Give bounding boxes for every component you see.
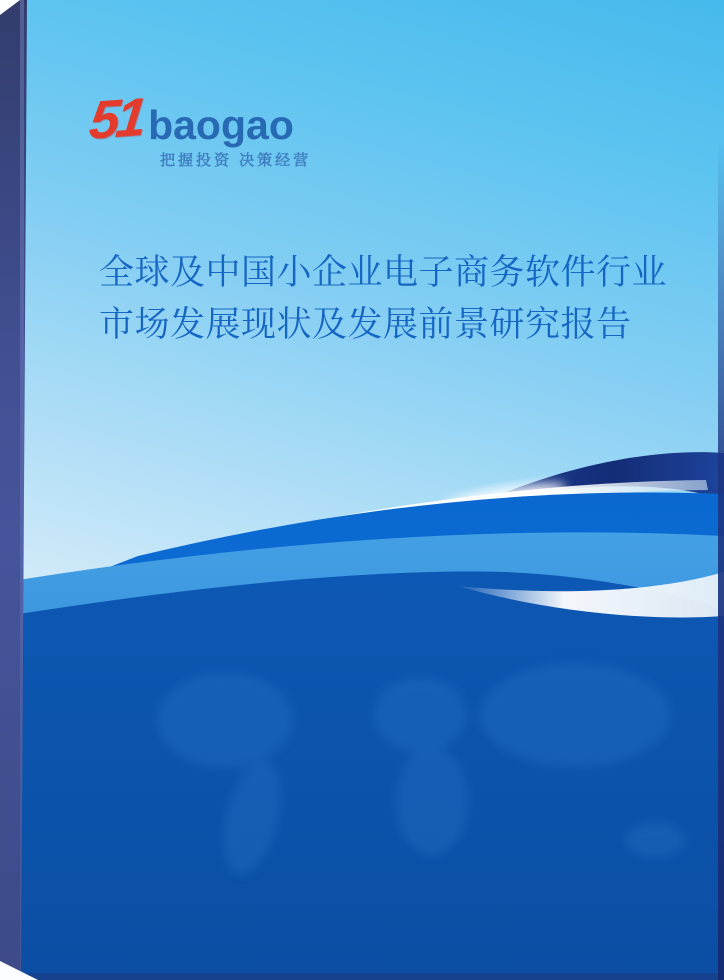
- report-title: [99, 247, 667, 351]
- logo-tagline: 把握投资 决策经营: [160, 152, 312, 169]
- wave-graphic: [0, 420, 724, 980]
- brand-logo: [86, 87, 312, 169]
- right-edge-strip: [718, 140, 724, 980]
- report-title-line2: 市场发展现状及发展前景研究报告: [99, 305, 632, 344]
- wave-dark-body: [0, 571, 724, 980]
- logo-wordmark: baogao: [148, 102, 294, 148]
- bottom-edge-strip: [0, 973, 724, 980]
- logo-51-mark: 51: [86, 87, 146, 151]
- report-title-line1: 全球及中国小企业电子商务软件行业: [99, 253, 668, 292]
